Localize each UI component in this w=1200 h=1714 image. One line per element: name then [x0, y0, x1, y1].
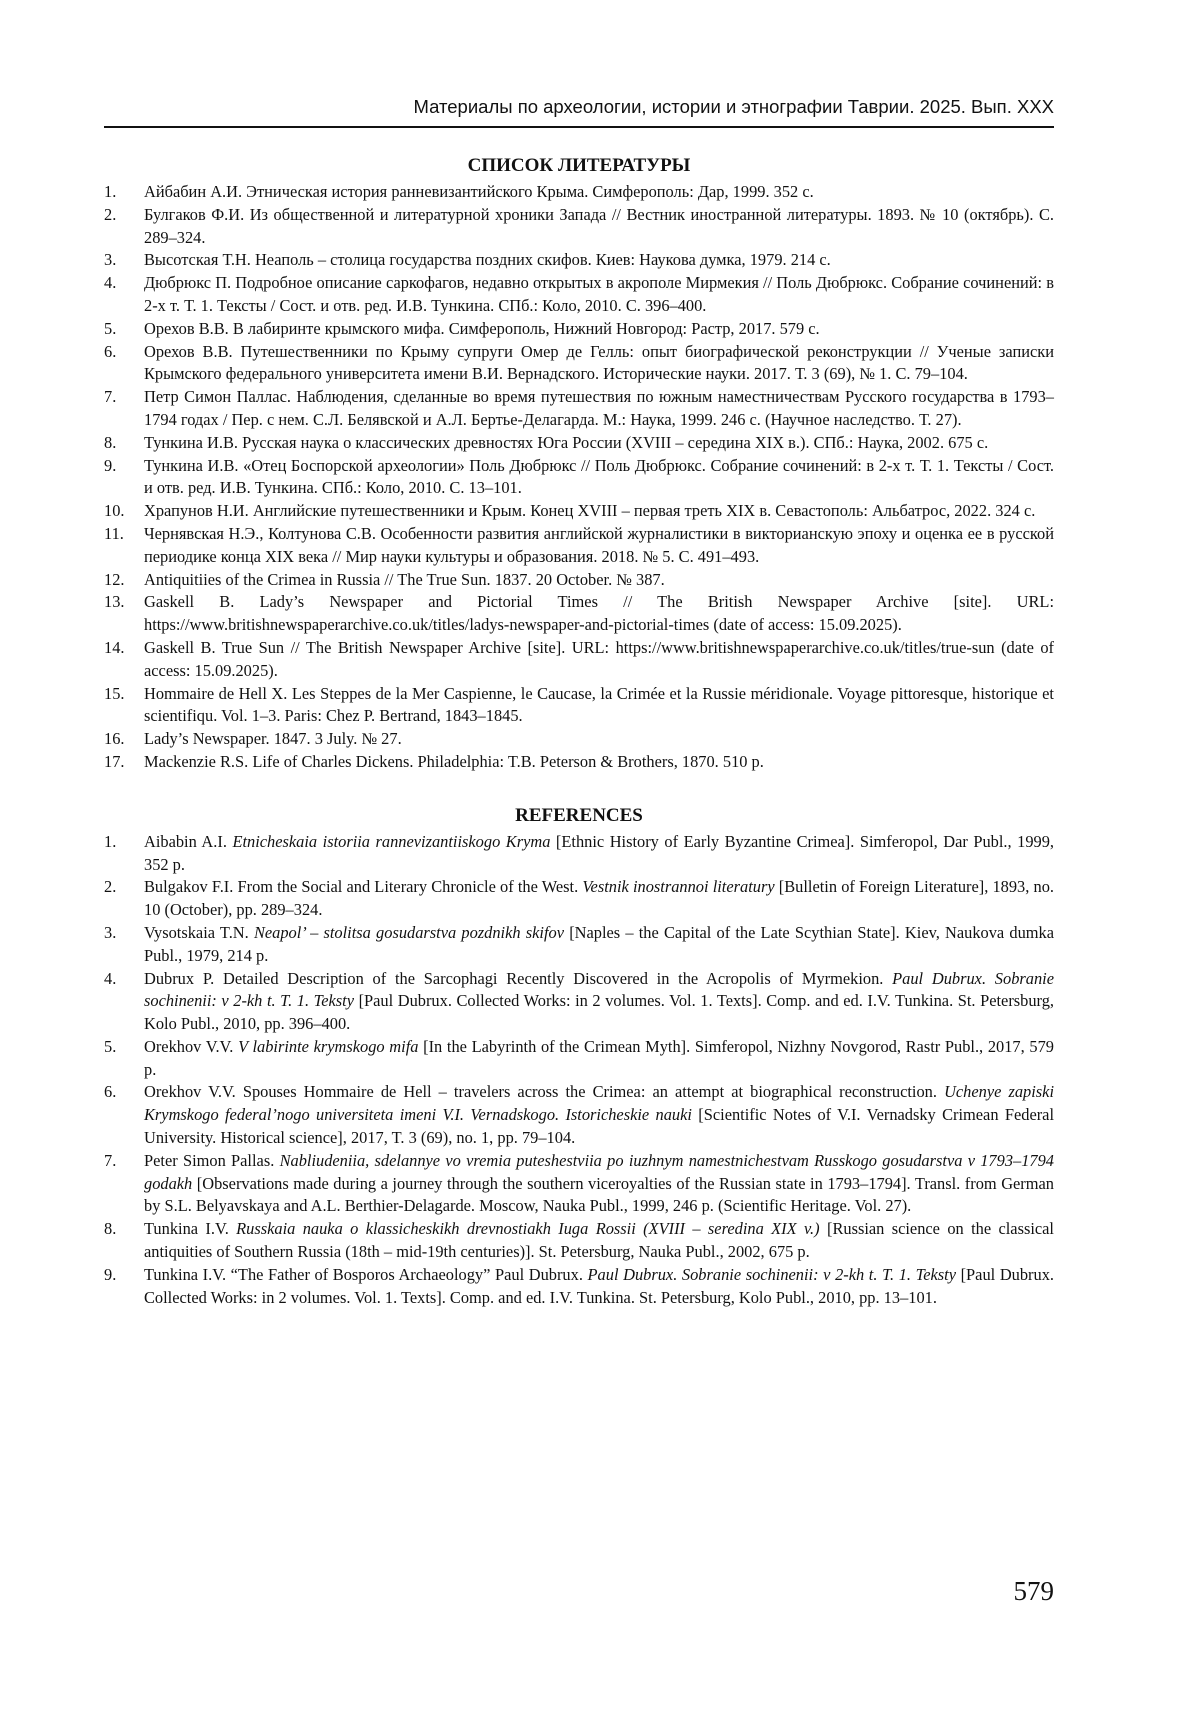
reference-segment: Peter Simon Pallas.	[144, 1150, 280, 1170]
reference-segment: [Observations made during a journey through the southern viceroyalties of the Russian state in 1793–1794]. Transl. from German by S.L. Belyavskaya and A.L. Berthier-Delagarde. Moscow, Nauka Publ., 1999, 246 p. (Scientific Heritage. Vol. 27).	[144, 1173, 1054, 1216]
reference-item	[104, 728, 1054, 751]
reference-item	[104, 1150, 1054, 1218]
reference-text	[144, 876, 1054, 922]
page-number: 579	[1013, 1576, 1054, 1606]
reference-item	[104, 683, 1054, 729]
reference-item	[104, 1081, 1054, 1149]
reference-item	[104, 1218, 1054, 1264]
reference-title-italic: Uchenye zapiski Krymskogo federal’nogo universiteta imeni V.I. Vernadskogo. Istoricheskie nauki	[144, 1082, 1054, 1125]
reference-title-italic: Neapol’ – stolitsa gosudarstva pozdnikh skifov	[253, 922, 564, 942]
reference-text	[144, 318, 1054, 341]
reference-text	[144, 728, 1054, 751]
reference-segment: Высотская Т.Н. Неаполь – столица государства поздних скифов. Киев: Наукова думка, 1979. 214 с.	[144, 250, 831, 270]
reference-item	[104, 386, 1054, 432]
reference-text	[144, 637, 1054, 683]
reference-title-italic: Russkaia nauka o klassicheskikh drevnostiakh Iuga Rossii (XVIII – seredina XIX v.)	[236, 1219, 820, 1239]
reference-text	[144, 831, 1054, 877]
reference-segment: Храпунов Н.И. Английские путешественники и Крым. Конец XVIII – первая треть XIX в. Севастополь: Альбатрос, 2022. 324 с.	[144, 501, 1036, 521]
reference-item	[104, 249, 1054, 272]
reference-number: 13.	[104, 592, 125, 612]
reference-segment: [Naples – the Capital of the Late Scythian State]. Kiev, Naukova dumka Publ., 1979, 214 p.	[144, 922, 1054, 965]
reference-number: 9.	[104, 1264, 117, 1284]
reference-number: 6.	[104, 1082, 117, 1102]
reference-title-italic: Paul Dubrux. Sobranie sochinenii: v 2-kh t. T. 1. Teksty	[144, 968, 1054, 1011]
reference-number: 10.	[104, 501, 125, 521]
reference-number: 6.	[104, 341, 117, 361]
reference-number: 3.	[104, 250, 117, 270]
reference-text	[144, 523, 1054, 569]
reference-text	[144, 683, 1054, 729]
reference-segment: Орехов В.В. Путешественники по Крыму супруги Омер де Гелль: опыт биографической реконструкции // Ученые записки Крымского федерального университета имени В.И. Вернадского. Исторические науки. 2017. Т. 3 (69), № 1. С. 79–104.	[144, 341, 1054, 384]
reference-item	[104, 455, 1054, 501]
section-title-literature: СПИСОК ЛИТЕРАТУРЫ	[467, 155, 691, 176]
reference-segment: Vysotskaia T.N.	[144, 922, 254, 942]
reference-title-italic: Nabliudeniia, sdelannye vo vremia puteshestviia po iuzhnym namestnichestvam Russkogo gosudarstva v 1793–1794 godakh	[144, 1150, 1054, 1193]
reference-segment: [Russian science on the classical antiquities of Southern Russia (18th – mid-19th centuries)]. St. Petersburg, Nauka Publ., 2002, 675 p.	[144, 1219, 1054, 1262]
reference-segment: Тункина И.В. Русская наука о классических древностях Юга России (XVIII – середина XIX в.). СПб.: Наука, 2002. 675 с.	[144, 432, 989, 452]
reference-segment: [Ethnic History of Early Byzantine Crimea]. Simferopol, Dar Publ., 1999, 352 p.	[144, 831, 1055, 874]
reference-item	[104, 523, 1054, 569]
reference-item	[104, 876, 1054, 922]
reference-number: 11.	[104, 523, 124, 543]
reference-segment: Lady’s Newspaper. 1847. 3 July. № 27.	[144, 729, 402, 749]
reference-text	[144, 272, 1054, 318]
reference-item	[104, 569, 1054, 592]
reference-item	[104, 500, 1054, 523]
reference-segment: [Scientific Notes of V.I. Vernadsky Crimean Federal University. Historical science], 2017, T. 3 (69), no. 1, pp. 79–104.	[144, 1105, 1055, 1148]
reference-text	[144, 569, 1054, 592]
reference-number: 16.	[104, 729, 125, 749]
reference-segment: Aibabin A.I.	[144, 831, 233, 851]
reference-text	[144, 968, 1054, 1036]
reference-text	[144, 181, 1054, 204]
reference-text	[144, 1264, 1054, 1310]
reference-number: 9.	[104, 455, 117, 475]
reference-number: 3.	[104, 922, 117, 942]
reference-item	[104, 341, 1054, 387]
reference-text	[144, 386, 1054, 432]
reference-segment: [Bulletin of Foreign Literature], 1893, no. 10 (October), pp. 289–324.	[144, 877, 1054, 920]
reference-text	[144, 1218, 1054, 1264]
reference-segment: Gaskell B. True Sun // The British Newspaper Archive [site]. URL: https://www.britishnewspaperarchive.co.uk/titles/true-sun (date of access: 15.09.2025).	[144, 637, 1054, 680]
reference-segment: [Paul Dubrux. Collected Works: in 2 volumes. Vol. 1. Texts]. Comp. and ed. I.V. Tunkina. St. Petersburg, Kolo Publ., 2010, pp. 396–400.	[144, 991, 1055, 1034]
reference-segment: Gaskell B. Lady’s Newspaper and Pictorial Times // The British Newspaper Archive [site]. URL: https://www.britishnewspaperarchive.co.uk/titles/ladys-newspaper-and-pictorial-times (date of access: 15.09.2025).	[144, 592, 1054, 635]
reference-number: 5.	[104, 1036, 117, 1056]
reference-item	[104, 591, 1054, 637]
reference-item	[104, 272, 1054, 318]
reference-item	[104, 1264, 1054, 1310]
reference-item	[104, 432, 1054, 455]
reference-segment: Mackenzie R.S. Life of Charles Dickens. Philadelphia: T.B. Peterson & Brothers, 1870. 510 p.	[144, 751, 764, 771]
reference-segment: Bulgakov F.I. From the Social and Literary Chronicle of the West.	[144, 877, 583, 897]
reference-text	[144, 591, 1054, 637]
reference-segment: Булгаков Ф.И. Из общественной и литературной хроники Запада // Вестник иностранной литературы. 1893. № 10 (октябрь). С. 289–324.	[144, 204, 1054, 247]
reference-text	[144, 1081, 1054, 1149]
reference-number: 17.	[104, 751, 125, 771]
reference-number: 5.	[104, 318, 117, 338]
reference-segment: Dubrux P. Detailed Description of the Sarcophagi Recently Discovered in the Acropolis of Myrmekion.	[144, 968, 893, 988]
reference-number: 4.	[104, 968, 117, 988]
reference-item	[104, 922, 1054, 968]
reference-text	[144, 341, 1054, 387]
reference-item	[104, 318, 1054, 341]
reference-segment: Tunkina I.V.	[144, 1219, 237, 1239]
reference-number: 8.	[104, 1219, 117, 1239]
reference-number: 1.	[104, 831, 117, 851]
reference-segment: Tunkina I.V. “The Father of Bosporos Archaeology” Paul Dubrux.	[144, 1264, 588, 1284]
reference-segment: Дюбрюкс П. Подробное описание саркофагов, недавно открытых в акрополе Мирмекия // Поль Дюбрюкс. Собрание сочинений: в 2-х т. Т. 1. Тексты / Сост. и отв. ред. И.В. Тункина. СПб.: Коло, 2010. С. 396–400.	[144, 273, 1054, 315]
reference-text	[144, 1036, 1054, 1082]
reference-text	[144, 204, 1054, 250]
reference-segment: [In the Labyrinth of the Crimean Myth]. Simferopol, Nizhny Novgorod, Rastr Publ., 2017, 579 p.	[144, 1036, 1054, 1079]
section-title-references: REFERENCES	[515, 804, 643, 826]
reference-number: 2.	[104, 204, 117, 224]
reference-number: 12.	[104, 569, 125, 589]
reference-segment: Hommaire de Hell X. Les Steppes de la Mer Caspienne, le Caucase, la Crimée et la Russie méridionale. Voyage pittoresque, historique et scientifiqu. Vol. 1–3. Paris: Chez P. Bertrand, 1843–1845.	[144, 683, 1054, 726]
reference-segment: Orekhov V.V.	[144, 1036, 239, 1056]
reference-segment: Орехов В.В. В лабиринте крымского мифа. Симферополь, Нижний Новгород: Растр, 2017. 579 с.	[144, 318, 820, 338]
reference-number: 2.	[104, 877, 117, 897]
running-head: Материалы по археологии, истории и этнографии Таврии. 2025. Вып. XXX	[104, 96, 1054, 128]
reference-number: 7.	[104, 387, 117, 407]
references-list	[104, 831, 1054, 1310]
reference-number: 7.	[104, 1150, 117, 1170]
reference-segment: Тункина И.В. «Отец Боспорской археологии» Поль Дюбрюкс // Поль Дюбрюкс. Собрание сочинений: в 2-х т. Т. 1. Тексты / Сост. и отв. ред. И.В. Тункина. СПб.: Коло, 2010. С. 13–101.	[144, 455, 1054, 498]
reference-item	[104, 1036, 1054, 1082]
reference-title-italic: Paul Dubrux. Sobranie sochinenii: v 2-kh t. T. 1. Teksty	[587, 1264, 956, 1284]
reference-segment: Чернявская Н.Э., Колтунова С.В. Особенности развития английской журналистики в викторианскую эпоху и оценка ее в русской периодике конца XIX века // Мир науки культуры и образования. 2018. № 5. С. 491–493.	[144, 523, 1054, 566]
reference-text	[144, 751, 1054, 774]
reference-text	[144, 455, 1054, 501]
reference-title-italic: Vestnik inostrannoi literatury	[582, 877, 775, 897]
reference-segment: [Paul Dubrux. Collected Works: in 2 volumes. Vol. 1. Texts]. Comp. and ed. I.V. Tunkina. St. Petersburg, Kolo Publ., 2010, pp. 13–101.	[144, 1264, 1054, 1307]
reference-segment: Петр Симон Паллас. Наблюдения, сделанные во время путешествия по южным наместничествам Русского государства в 1793–1794 годах / Пер. с нем. С.Л. Белявской и А.Л. Бертье-Делагарда. М.: Наука, 1999. 246 с. (Научное наследство. Т. 27).	[144, 387, 1054, 429]
reference-text	[144, 249, 1054, 272]
literature-list	[104, 181, 1054, 774]
reference-text	[144, 922, 1054, 968]
reference-text	[144, 1150, 1054, 1218]
reference-number: 4.	[104, 273, 117, 293]
reference-segment: Antiquitiies of the Crimea in Russia // The True Sun. 1837. 20 October. № 387.	[144, 569, 665, 589]
reference-number: 14.	[104, 637, 125, 657]
reference-segment: Айбабин А.И. Этническая история ранневизантийского Крыма. Симферополь: Дар, 1999. 352 с.	[144, 182, 814, 201]
reference-title-italic: Etnicheskaia istoriia rannevizantiiskogo Kryma	[232, 831, 551, 851]
reference-segment: Orekhov V.V. Spouses Hommaire de Hell – travelers across the Crimea: an attempt at biographical reconstruction.	[144, 1082, 945, 1102]
reference-item	[104, 968, 1054, 1036]
reference-item	[104, 181, 1054, 204]
reference-item	[104, 637, 1054, 683]
reference-item	[104, 204, 1054, 250]
reference-item	[104, 831, 1054, 877]
reference-text	[144, 432, 1054, 455]
reference-title-italic: V labirinte krymskogo mifa	[238, 1036, 419, 1056]
reference-number: 15.	[104, 683, 125, 703]
page	[104, 96, 1054, 1309]
reference-number: 1.	[104, 182, 117, 201]
reference-text	[144, 500, 1054, 523]
reference-item	[104, 751, 1054, 774]
reference-number: 8.	[104, 432, 117, 452]
